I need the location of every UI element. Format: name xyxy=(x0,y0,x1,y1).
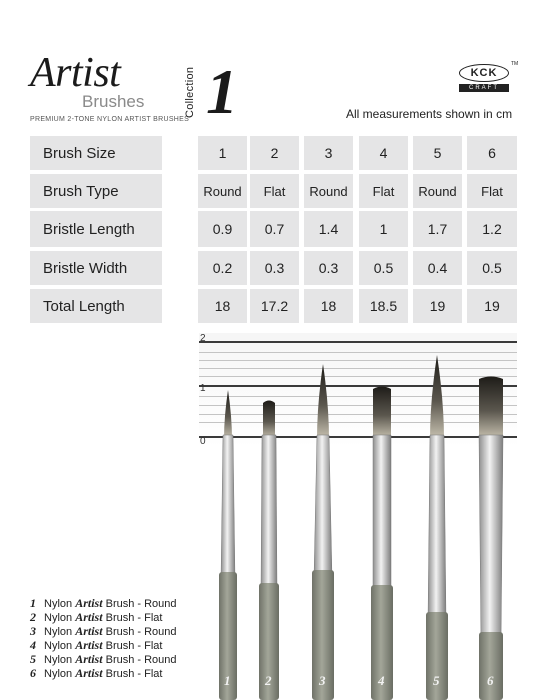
brush-4 xyxy=(371,387,393,700)
legend-number: 2 xyxy=(30,610,36,624)
brush-1 xyxy=(219,390,237,700)
total-length-cell: 18 xyxy=(198,289,247,323)
legend-suffix: Brush - Round xyxy=(102,654,177,666)
brush-2-bristles xyxy=(263,401,275,440)
legend-suffix: Brush - Flat xyxy=(102,640,163,652)
brush-5-number: 5 xyxy=(433,673,440,688)
trademark-mark: TM xyxy=(511,61,519,67)
craft-logo-bar: CRAFT xyxy=(459,84,509,92)
brush-6-bristles xyxy=(479,377,503,440)
total-length-cell: 18 xyxy=(304,289,353,323)
legend-brand: Artist xyxy=(75,666,103,680)
brush-type-cell: Flat xyxy=(467,174,517,208)
collection-label: Collection xyxy=(184,66,196,118)
bristle-length-label: Bristle Length xyxy=(30,211,162,247)
bristle-width-cell: 0.2 xyxy=(198,251,247,285)
legend-brand: Artist xyxy=(75,624,103,638)
brush-type-label: Brush Type xyxy=(30,174,162,208)
brush-1-bristles xyxy=(224,390,232,439)
bristle-width-cell: 0.3 xyxy=(304,251,353,285)
brush-5-ferrule xyxy=(428,435,446,620)
brush-4-ferrule xyxy=(373,435,391,593)
ruler-label-0: 0 xyxy=(200,436,206,447)
bristle-length-cell: 1 xyxy=(359,211,408,247)
brush-type-cell: Round xyxy=(413,174,462,208)
brush-1-number: 1 xyxy=(224,673,231,688)
ruler-label-1: 1 xyxy=(200,383,206,394)
legend-suffix: Brush - Flat xyxy=(102,612,163,624)
legend-item xyxy=(30,639,177,653)
brush-1-ferrule xyxy=(221,435,235,580)
legend-prefix: Nylon xyxy=(44,654,76,666)
bristle-width-label: Bristle Width xyxy=(30,251,162,285)
total-length-cell: 17.2 xyxy=(250,289,299,323)
brush-3-number: 3 xyxy=(319,673,326,688)
brush-size-cell: 4 xyxy=(359,136,408,170)
legend-item xyxy=(30,611,177,625)
legend-brand: Artist xyxy=(75,638,103,652)
legend-number: 5 xyxy=(30,652,36,666)
brush-3-ferrule xyxy=(314,435,332,578)
brush-2-ferrule xyxy=(261,435,277,591)
brush-size-cell: 3 xyxy=(304,136,353,170)
legend-prefix: Nylon xyxy=(44,640,76,652)
logo-artist-text: Artist xyxy=(30,50,121,96)
brush-size-cell: 2 xyxy=(250,136,299,170)
bristle-length-cell: 1.2 xyxy=(467,211,517,247)
brush-5 xyxy=(426,355,448,700)
brush-size-cell: 6 xyxy=(467,136,517,170)
brush-6-number: 6 xyxy=(487,673,494,688)
total-length-cell: 18.5 xyxy=(359,289,408,323)
bristle-length-cell: 1.4 xyxy=(304,211,353,247)
bristle-width-cell: 0.5 xyxy=(359,251,408,285)
brush-size-label: Brush Size xyxy=(30,136,162,170)
bristle-length-cell: 0.9 xyxy=(198,211,247,247)
legend-suffix: Brush - Round xyxy=(102,626,177,638)
brush-3-bristles xyxy=(317,364,329,439)
brush-6 xyxy=(479,377,503,700)
total-length-label: Total Length xyxy=(30,289,162,323)
brush-type-cell: Flat xyxy=(250,174,299,208)
legend-number: 4 xyxy=(30,638,36,652)
total-length-cell: 19 xyxy=(467,289,517,323)
brush-5-bristles xyxy=(430,355,444,439)
legend-item xyxy=(30,625,177,639)
brush-4-number: 4 xyxy=(378,673,385,688)
total-length-cell: 19 xyxy=(413,289,462,323)
legend-prefix: Nylon xyxy=(44,668,76,680)
logo-brushes-text: Brushes xyxy=(82,92,145,111)
brush-type-cell: Round xyxy=(304,174,353,208)
legend-item xyxy=(30,667,177,681)
kck-logo-oval: KCK xyxy=(459,64,509,82)
brush-6-ferrule xyxy=(479,435,503,640)
legend-suffix: Brush - Round xyxy=(102,598,177,610)
bristle-width-cell: 0.4 xyxy=(413,251,462,285)
brush-size-cell: 1 xyxy=(198,136,247,170)
brush-6-handle xyxy=(479,632,503,700)
legend-suffix: Brush - Flat xyxy=(102,668,163,680)
bristle-width-cell: 0.5 xyxy=(467,251,517,285)
brush-2-number: 2 xyxy=(265,673,272,688)
ruler-label-2: 2 xyxy=(200,333,206,344)
legend-brand: Artist xyxy=(75,610,103,624)
brush-legend xyxy=(30,597,177,681)
bristle-width-cell: 0.3 xyxy=(250,251,299,285)
legend-number: 1 xyxy=(30,596,36,610)
collection-number: 1 xyxy=(206,56,238,127)
brush-type-cell: Round xyxy=(198,174,247,208)
legend-brand: Artist xyxy=(75,596,103,610)
legend-number: 6 xyxy=(30,666,36,680)
brush-size-cell: 5 xyxy=(413,136,462,170)
brush-3 xyxy=(312,364,334,700)
brush-2 xyxy=(259,401,279,700)
legend-prefix: Nylon xyxy=(44,626,76,638)
bristle-length-cell: 1.7 xyxy=(413,211,462,247)
legend-brand: Artist xyxy=(75,652,103,666)
legend-item xyxy=(30,653,177,667)
logo-subtitle: PREMIUM 2-TONE NYLON ARTIST BRUSHES xyxy=(30,116,190,123)
brush-type-cell: Flat xyxy=(359,174,408,208)
bristle-length-cell: 0.7 xyxy=(250,211,299,247)
legend-item xyxy=(30,597,177,611)
legend-prefix: Nylon xyxy=(44,612,76,624)
measurement-note: All measurements shown in cm xyxy=(346,107,513,121)
legend-number: 3 xyxy=(30,624,36,638)
legend-prefix: Nylon xyxy=(44,598,76,610)
brush-4-bristles xyxy=(373,387,391,440)
